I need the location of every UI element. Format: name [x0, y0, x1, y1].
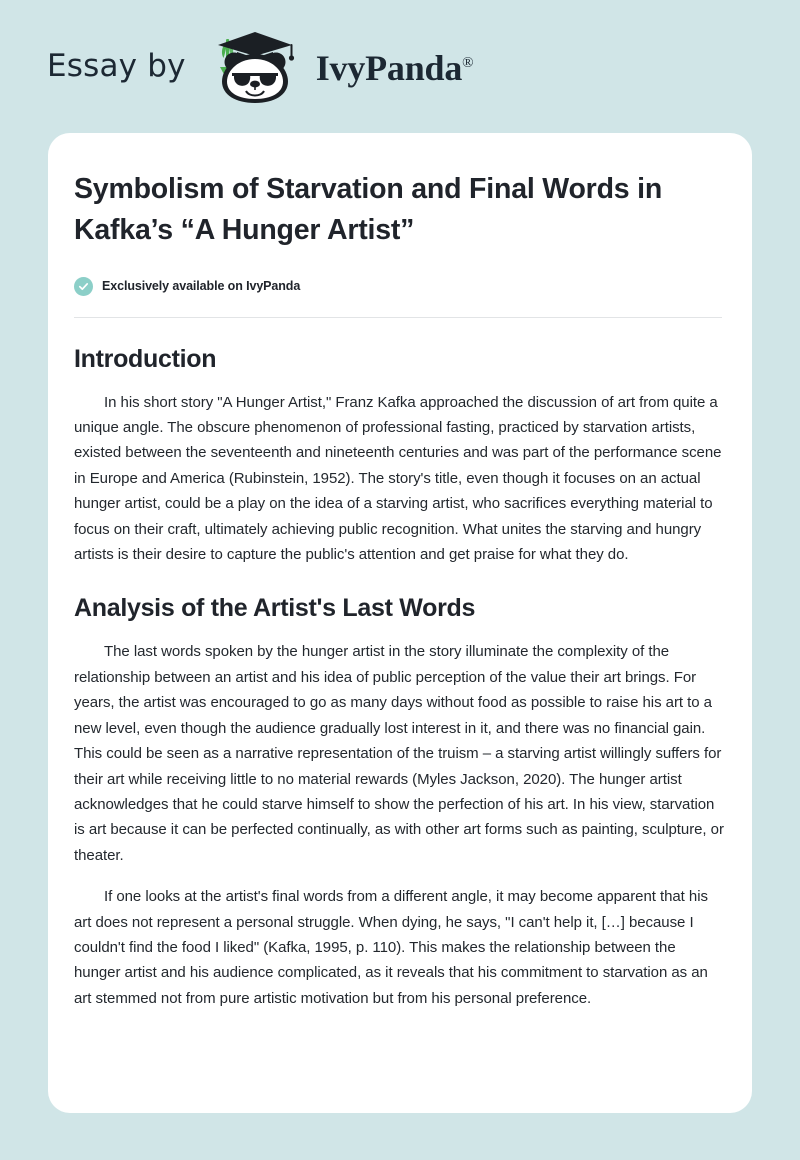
header-divider: [74, 317, 722, 318]
site-header: [0, 0, 800, 133]
paragraph: The last words spoken by the hunger artist in the story illuminate the complexity of the relationship between an artist and his idea of public perception of the value their art brings. For years, the artist was encouraged to go as many days without food as possible to raise his art to a new level, even though the audience gradually lost interest in it, and there was no financial gain. This could be seen as a narrative representation of the truism – a starving artist willingly suffers for their art while receiving little to no material rewards (Myles Jackson, 2020). The hunger artist acknowledges that he could starve himself to show the perfection of his art. In his view, starvation is art because it can be perfected continually, as with other art forms such as painting, sculpture, or theater.: [74, 643, 724, 864]
page-title: Symbolism of Starvation and Final Words in Kafka’s “A Hunger Artist”: [74, 173, 663, 247]
essay-card: [48, 133, 752, 1113]
ivypanda-panda-logo-icon: [200, 31, 308, 103]
brand-logo-link[interactable]: [47, 31, 473, 103]
essay-by-label: Essay by: [47, 48, 186, 84]
status-badge-label: Exclusively available on IvyPanda: [102, 279, 301, 294]
essay-content: [74, 169, 722, 1011]
section-heading-analysis: Analysis of the Artist's Last Words: [74, 594, 476, 623]
paragraph: If one looks at the artist's final words from a different angle, it may become apparent that his art does not represent a personal struggle. When dying, he says, "I can't help it, […] because I couldn't find the food I liked" (Kafka, 1995, p. 110). This makes the relationship between the hunger artist and his audience complicated, as it reveals that his commitment to starvation as an art stemmed not from pure artistic motivation but from his personal preference.: [74, 888, 708, 1007]
registered-trademark-mark: ®: [462, 54, 474, 71]
check-circle-icon: [74, 277, 93, 296]
brand-name-text: IvyPanda: [315, 47, 463, 88]
section-heading-introduction: Introduction: [74, 344, 217, 373]
ivypanda-wordmark: [315, 47, 474, 88]
paragraph: In his short story "A Hunger Artist," Franz Kafka approached the discussion of art from quite a unique angle. The obscure phenomenon of professional fasting, practiced by starvation artists, existed between the seventeenth and nineteenth centuries and was part of the performance scene in Europe and America (Rubinstein, 1952). The story's title, even though it focuses on an actual hunger artist, could be a play on the idea of a starving artist, who sacrifices everything material to focus on their craft, ultimately achieving public recognition. What unites the starving and hungry artists is their desire to capture the public's attention and get praise for what they do.: [74, 393, 722, 564]
status-badge: [74, 277, 722, 296]
